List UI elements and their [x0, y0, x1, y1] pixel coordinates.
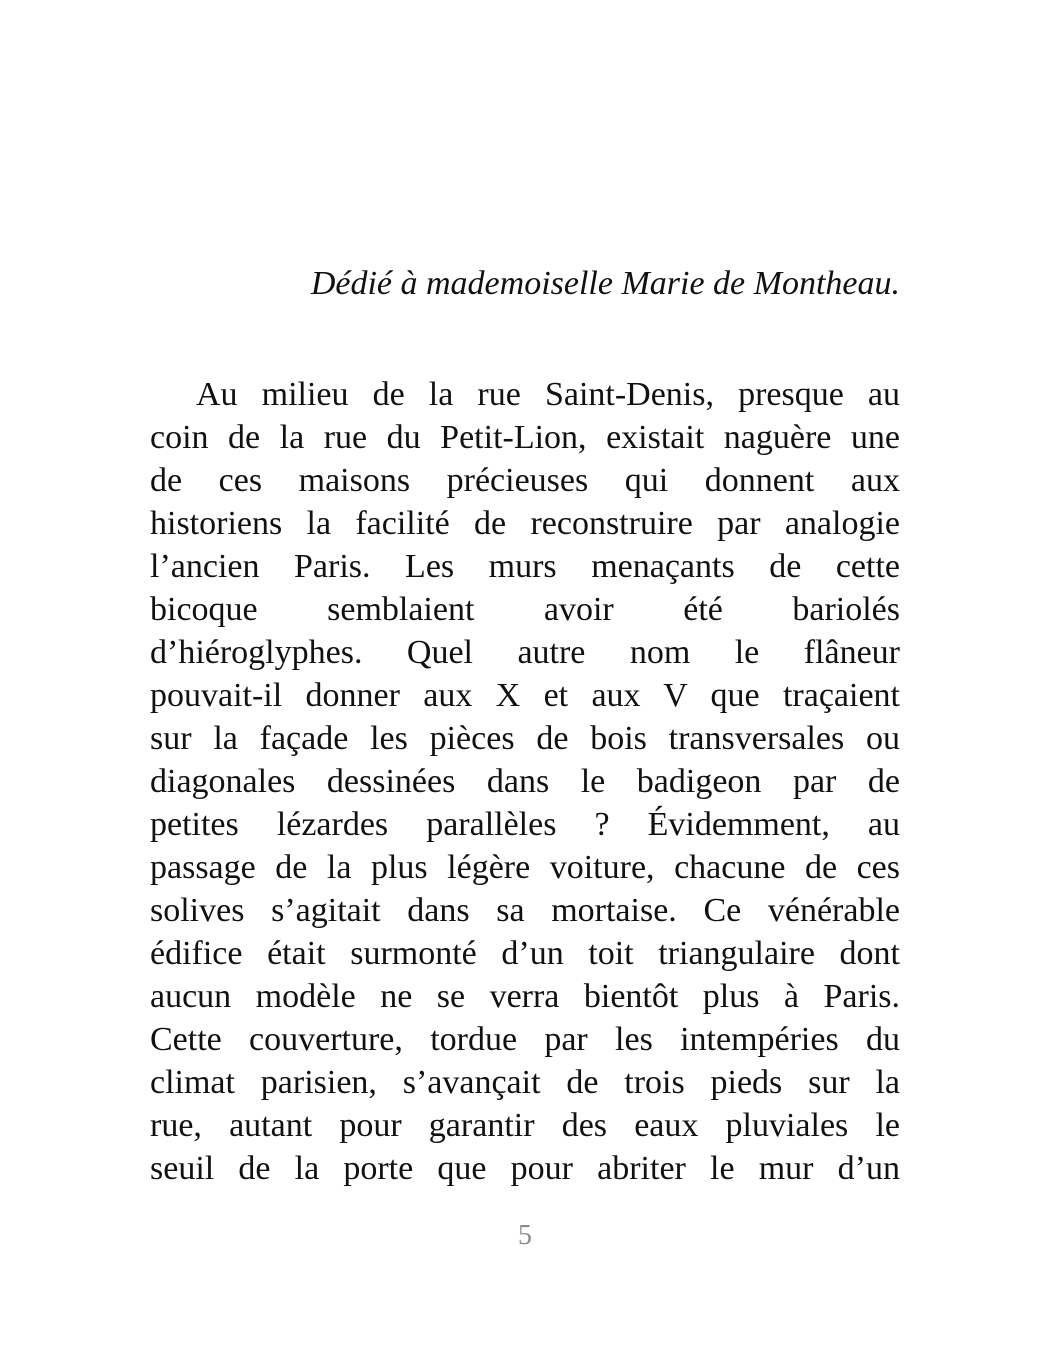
- body-paragraph: [150, 373, 900, 1190]
- paragraph-line: coin de la rue du Petit-Lion, existait naguère une: [150, 419, 900, 456]
- paragraph-line: d’hiéroglyphes. Quel autre nom le flâneur: [150, 634, 900, 671]
- paragraph-line: petites lézardes parallèles ? Évidemment, au: [150, 806, 900, 843]
- paragraph-line: seuil de la porte que pour abriter le mur d’un: [150, 1150, 900, 1187]
- paragraph-line: Au milieu de la rue Saint-Denis, presque au: [196, 376, 900, 413]
- paragraph-line: l’ancien Paris. Les murs menaçants de cette: [150, 548, 900, 585]
- paragraph-line: bicoque semblaient avoir été bariolés: [150, 591, 900, 628]
- paragraph-line: sur la façade les pièces de bois transversales ou: [150, 720, 900, 757]
- paragraph-line: rue, autant pour garantir des eaux pluviales le: [150, 1107, 900, 1144]
- paragraph-line: pouvait-il donner aux X et aux V que traçaient: [150, 677, 900, 714]
- paragraph-line: de ces maisons précieuses qui donnent aux: [150, 462, 900, 499]
- paragraph-line: diagonales dessinées dans le badigeon par de: [150, 763, 900, 800]
- paragraph-line: édifice était surmonté d’un toit triangulaire dont: [150, 935, 900, 972]
- paragraph-line: Cette couverture, tordue par les intempéries du: [150, 1021, 900, 1058]
- paragraph-line: passage de la plus légère voiture, chacune de ces: [150, 849, 900, 886]
- paragraph-line: climat parisien, s’avançait de trois pieds sur la: [150, 1064, 900, 1101]
- paragraph-line: aucun modèle ne se verra bientôt plus à Paris.: [150, 978, 900, 1015]
- page-number: 5: [518, 1220, 532, 1251]
- dedication: Dédié à mademoiselle Marie de Montheau.: [310, 265, 900, 302]
- paragraph-line: historiens la facilité de reconstruire par analogie: [150, 505, 900, 542]
- paragraph-line: solives s’agitait dans sa mortaise. Ce vénérable: [150, 892, 900, 929]
